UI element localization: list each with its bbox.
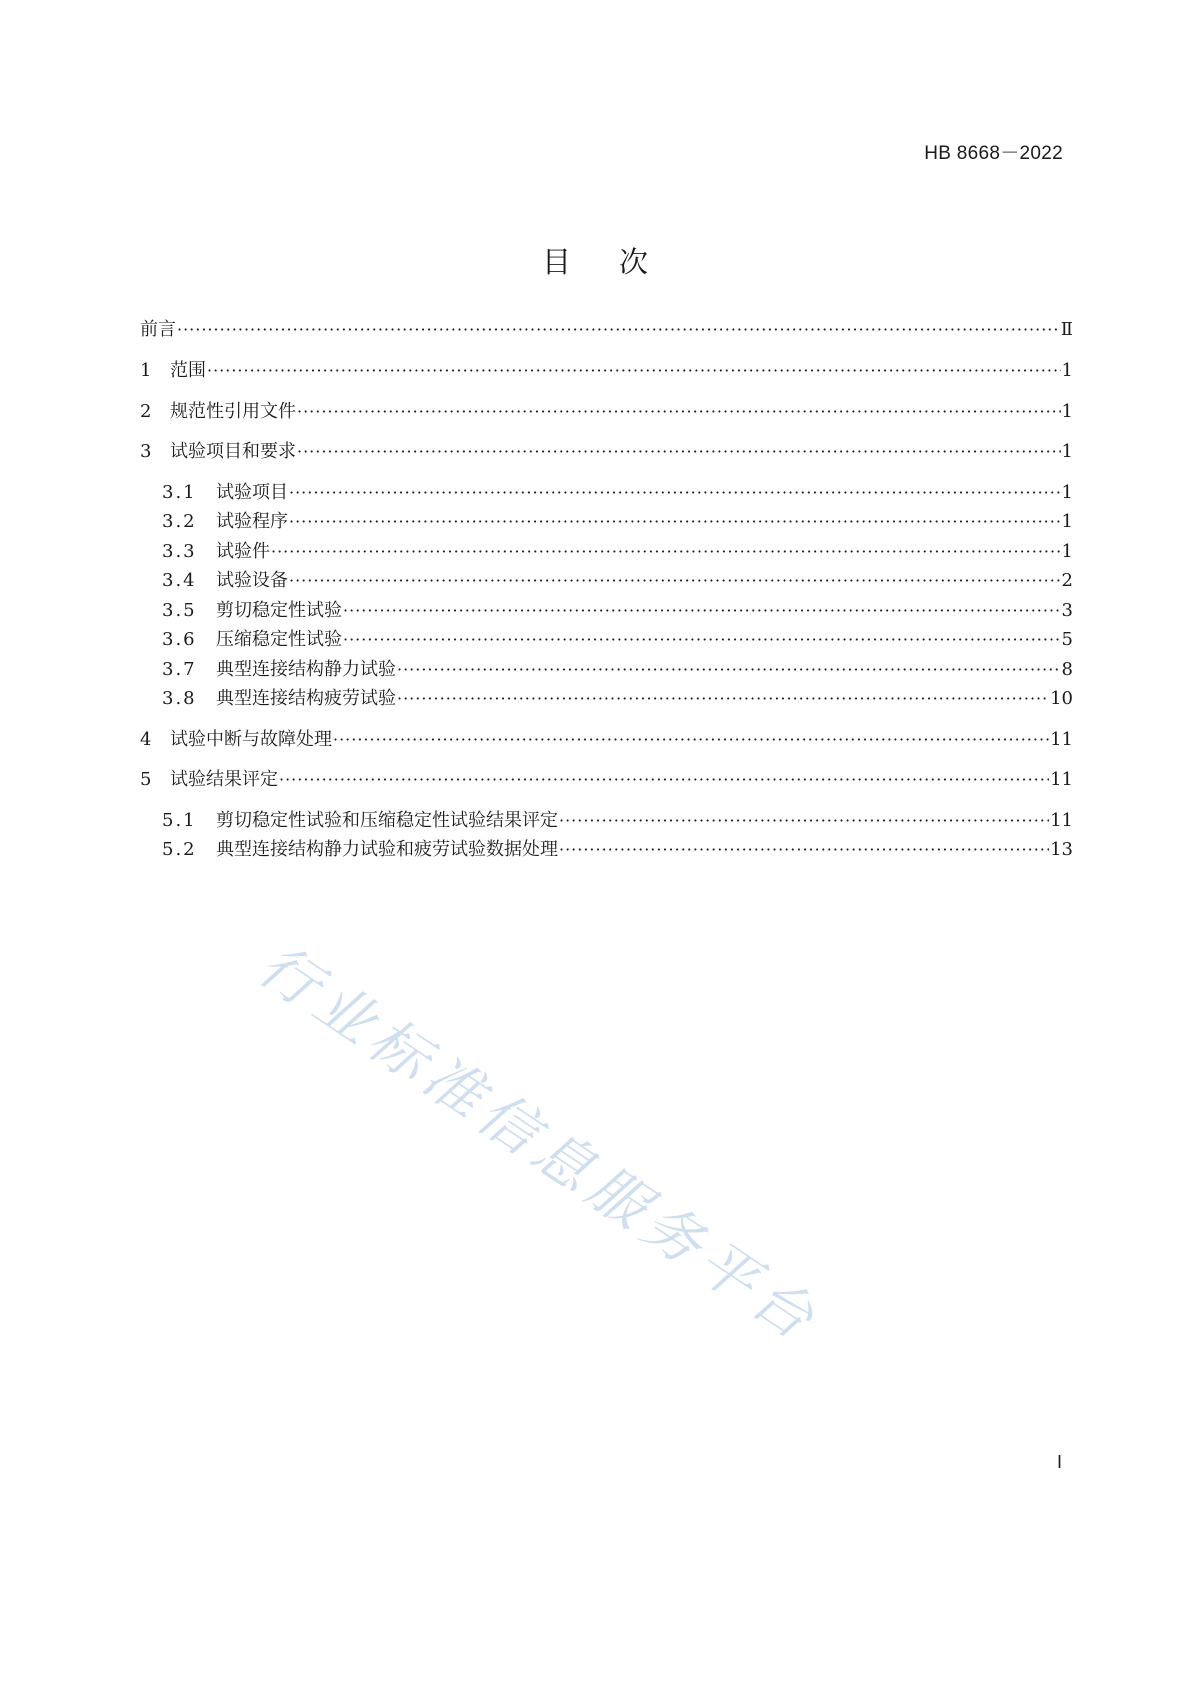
- toc-entry-number: 3.6: [162, 629, 197, 650]
- toc-entry-page: 1: [1061, 360, 1073, 381]
- toc-entry-page: 10: [1050, 688, 1073, 709]
- dot-leader: [397, 658, 1061, 682]
- toc-entry-text: 试验设备: [216, 570, 288, 591]
- dot-leader: [289, 510, 1061, 534]
- dot-leader: [297, 400, 1061, 424]
- toc-entry-text: 试验结果评定: [170, 769, 278, 790]
- toc-entry-page: 13: [1050, 839, 1073, 860]
- toc-entry-3-5[interactable]: [140, 599, 1073, 623]
- toc-entry-page: 5: [1061, 629, 1073, 650]
- watermark: 行业标准信息服务平台: [246, 930, 832, 1357]
- dot-leader: [207, 359, 1061, 383]
- toc-entry-3-1[interactable]: [140, 481, 1073, 505]
- toc-entry-3-6[interactable]: [140, 628, 1073, 652]
- toc-entry-number: 3: [140, 441, 152, 462]
- toc-entry-page: 11: [1050, 729, 1073, 750]
- dot-leader: [177, 318, 1060, 342]
- toc-entry-3-2[interactable]: [140, 510, 1073, 534]
- toc-entry-text: 规范性引用文件: [170, 401, 296, 422]
- dot-leader: [289, 481, 1061, 505]
- toc-entry-number: 5: [140, 769, 152, 790]
- toc-entry-5-1[interactable]: [140, 809, 1073, 833]
- toc-entry-number: 3.2: [162, 511, 197, 532]
- dot-leader: [397, 687, 1049, 711]
- toc-entry-number: 3.5: [162, 600, 197, 621]
- dot-leader: [343, 599, 1061, 623]
- toc-entry-number: 3.8: [162, 688, 197, 709]
- toc-entry-page: 2: [1061, 570, 1073, 591]
- toc-entry-3[interactable]: [140, 440, 1073, 464]
- toc-entry-text: 试验项目和要求: [170, 441, 296, 462]
- toc-entry-3-4[interactable]: [140, 569, 1073, 593]
- toc-entry-text: 前言: [140, 319, 176, 340]
- toc-entry-5[interactable]: [140, 768, 1073, 792]
- toc-entry-page: 1: [1061, 482, 1073, 503]
- toc-entry-4[interactable]: [140, 728, 1073, 752]
- page-title: 目次: [541, 245, 696, 279]
- toc-entry-page: 11: [1050, 769, 1073, 790]
- toc-entry-text: 试验件: [216, 541, 270, 562]
- toc-entry-text: 剪切稳定性试验: [216, 600, 342, 621]
- toc-entry-number: 2: [140, 401, 152, 422]
- toc-entry-number: 4: [140, 729, 152, 750]
- toc-entry-page: 8: [1061, 659, 1073, 680]
- toc-entry-3-7[interactable]: [140, 658, 1073, 682]
- toc-entry-number: 1: [140, 360, 152, 381]
- dot-leader: [271, 540, 1061, 564]
- toc-entry-text: 试验程序: [216, 511, 288, 532]
- toc-entry-text: 试验项目: [216, 482, 288, 503]
- dot-leader: [559, 838, 1049, 862]
- toc-entry-text: 典型连接结构静力试验和疲劳试验数据处理: [216, 839, 558, 860]
- toc-entry-text: 剪切稳定性试验和压缩稳定性试验结果评定: [216, 810, 558, 831]
- dot-leader: [289, 569, 1061, 593]
- toc-entry-text: 压缩稳定性试验: [216, 629, 342, 650]
- dot-leader: [279, 768, 1049, 792]
- toc-entry-page: 11: [1050, 810, 1073, 831]
- dot-leader: [343, 628, 1061, 652]
- toc-entry-text: 范围: [170, 360, 206, 381]
- toc-entry-5-2[interactable]: [140, 838, 1073, 862]
- dot-leader: [559, 809, 1049, 833]
- toc-entry-page: Ⅱ: [1060, 319, 1073, 340]
- toc-entry-text: 典型连接结构疲劳试验: [216, 688, 396, 709]
- toc-entry-text: 试验中断与故障处理: [170, 729, 332, 750]
- toc-entry-page: 1: [1061, 511, 1073, 532]
- toc-entry-3-8[interactable]: [140, 687, 1073, 711]
- toc-entry-2[interactable]: [140, 400, 1073, 424]
- toc-entry-number: 5.2: [162, 839, 197, 860]
- toc-entry-3-3[interactable]: [140, 540, 1073, 564]
- toc-entry-number: 3.4: [162, 570, 197, 591]
- toc-entry-number: 3.7: [162, 659, 197, 680]
- toc-entry-number: 3.1: [162, 482, 197, 503]
- toc-entry-1[interactable]: [140, 359, 1073, 383]
- toc-entry-page: 1: [1061, 441, 1073, 462]
- toc-entry-page: 1: [1061, 541, 1073, 562]
- page-number: I: [1056, 1452, 1062, 1472]
- toc-entry-page: 1: [1061, 401, 1073, 422]
- toc-entry-foreword[interactable]: [140, 318, 1073, 342]
- dot-leader: [297, 440, 1061, 464]
- dot-leader: [333, 728, 1049, 752]
- toc-entry-number: 3.3: [162, 541, 197, 562]
- toc-entry-number: 5.1: [162, 810, 197, 831]
- toc-entry-page: 3: [1061, 600, 1073, 621]
- standard-number: HB 8668－2022: [924, 143, 1063, 164]
- toc-entry-text: 典型连接结构静力试验: [216, 659, 396, 680]
